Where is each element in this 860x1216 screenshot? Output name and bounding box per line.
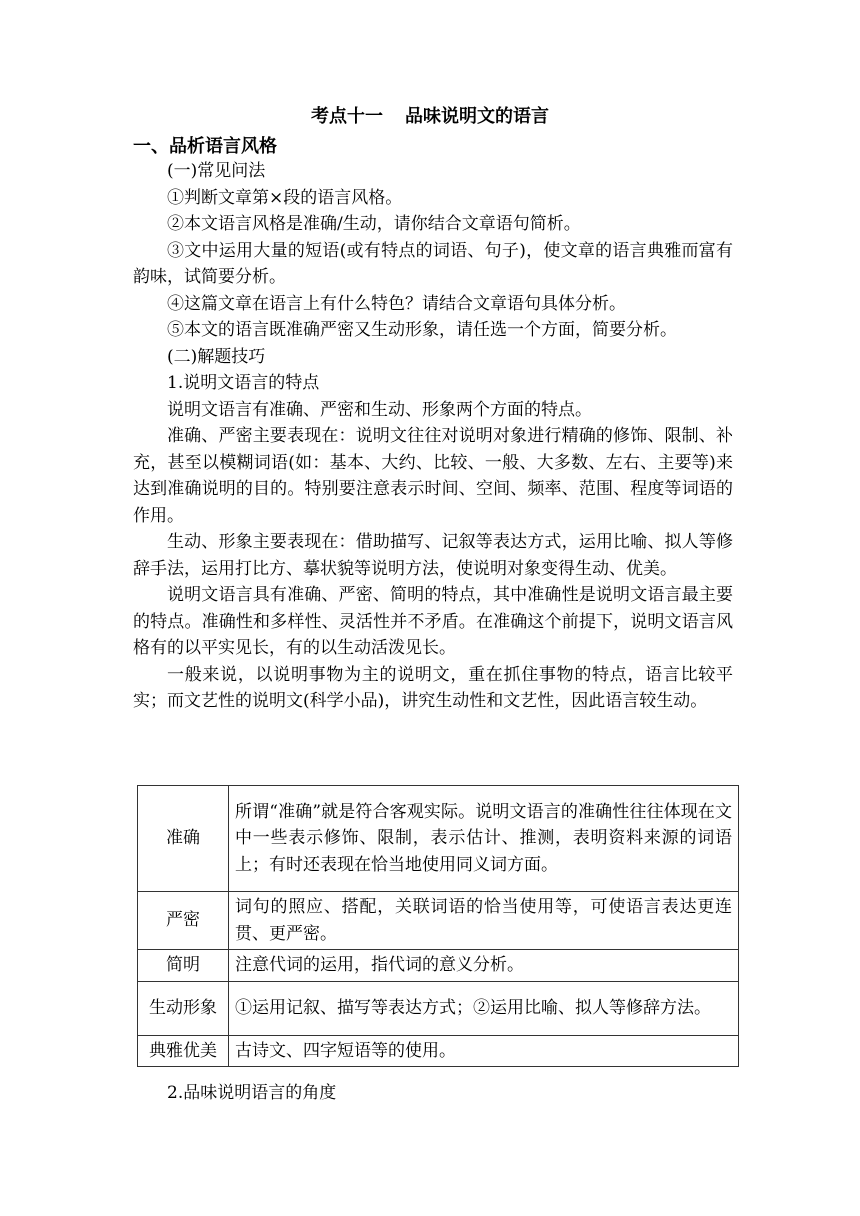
language-features-table [137,785,739,1067]
feature-name-cell: 典雅优美 [138,1035,229,1067]
feature-name-cell: 简明 [138,950,229,982]
feature-name-cell: 生动形象 [138,981,229,1035]
feature-name-cell: 准确 [138,786,229,892]
point-heading: 2.品味说明语言的角度 [167,1083,337,1103]
point-heading: 1.说明文语言的特点 [167,373,320,393]
subheading-common-questions: (一)常见问法 [167,161,266,181]
body-text [133,158,733,715]
title-topic-name: 品味说明文的语言 [405,106,549,127]
question-item: ③文中运用大量的短语(或有特点的词语、句子)，使文章的语言典雅而富有韵味，试简要分析。 [133,240,733,287]
feature-description-cell: 注意代词的运用，指代词的意义分析。 [229,950,739,982]
paragraph: 一般来说，以说明事物为主的说明文，重在抓住事物的特点，语言比较平实；而文艺性的说明文(科学小品)，讲究生动性和文艺性，因此语言较生动。 [133,664,733,711]
paragraph: 说明文语言有准确、严密和生动、形象两个方面的特点。 [167,399,592,420]
question-item: ①判断文章第×段的语言风格。 [167,187,403,208]
feature-name-cell: 严密 [138,892,229,950]
title-topic-number: 考点十一 [311,106,383,127]
table-row [138,950,739,982]
page-title [0,104,860,130]
paragraph: 生动、形象主要表现在：借助描写、记叙等表达方式，运用比喻、拟人等修辞手法，运用打比方、摹状貌等说明方法，使说明对象变得生动、优美。 [133,532,733,579]
feature-description-cell: 所谓“准确”就是符合客观实际。说明文语言的准确性往往体现在文中一些表示修饰、限制，表示估计、推测，表明资料来源的词语上；有时还表现在恰当地使用同义词方面。 [229,786,739,892]
table-row [138,892,739,950]
paragraph: 说明文语言具有准确、严密、简明的特点，其中准确性是说明文语言最主要的特点。准确性和多样性、灵活性并不矛盾。在准确这个前提下，说明文语言风格有的以平实见长，有的以生动活泼见长。 [133,585,733,658]
feature-description-cell: ①运用记叙、描写等表达方式；②运用比喻、拟人等修辞方法。 [229,981,739,1035]
table-row [138,786,739,892]
section-heading: 一、品析语言风格 [133,136,277,157]
question-item: ②本文语言风格是准确/生动，请你结合文章语句简析。 [167,214,581,234]
feature-description-cell: 古诗文、四字短语等的使用。 [229,1035,739,1067]
subheading-techniques: (二)解题技巧 [167,346,266,367]
paragraph: 准确、严密主要表现在：说明文往往对说明对象进行精确的修饰、限制、补充，甚至以模糊词语(如：基本、大约、比较、一般、大多数、左右、主要等)来达到准确说明的目的。特别要注意表示时间、空间、频率、范围、程度等词语的作用。 [133,426,733,526]
question-item: ④这篇文章在语言上有什么特色？请结合文章语句具体分析。 [167,293,626,314]
feature-description-cell: 词句的照应、搭配，关联词语的恰当使用等，可使语言表达更连贯、更严密。 [229,892,739,950]
question-item: ⑤本文的语言既准确严密又生动形象，请任选一个方面，简要分析。 [167,320,677,340]
table-row [138,1035,739,1067]
table-row [138,981,739,1035]
